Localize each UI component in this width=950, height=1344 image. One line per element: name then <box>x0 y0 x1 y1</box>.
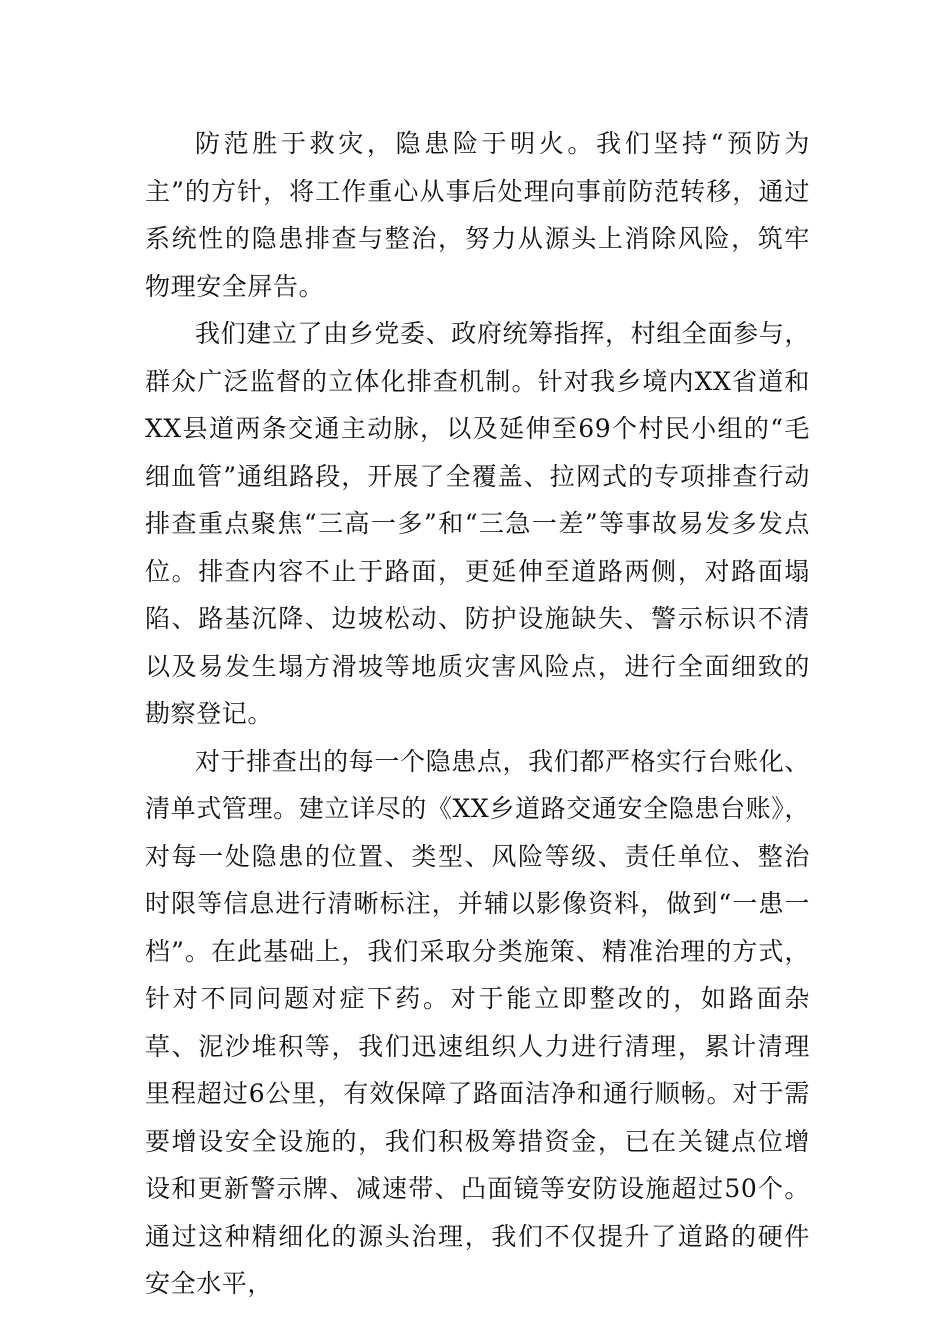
paragraph-prevention-principle: 防范胜于救灾，隐患险于明火。我们坚持“预防为主”的方针，将工作重心从事后处理向事前防范转移，通过系统性的隐患排查与整治，努力从源头上消除风险，筑牢物理安全屏告。 <box>145 129 810 301</box>
paragraph-inspection-mechanism: 我们建立了由乡党委、政府统筹指挥，村组全面参与，群众广泛监督的立体化排查机制。针对我乡境内XX省道和XX县道两条交通主动脉，以及延伸至69个村民小组的“毛细血管”通组路段，开展了全覆盖、拉网式的专项排查行动排查重点聚焦“三高一多”和“三急一差”等事故易发多发点位。排查内容不止于路面，更延伸至道路两侧，对路面塌陷、路基沉降、边坡松动、防护设施缺失、警示标识不清以及易发生塌方滑坡等地质灾害风险点，进行全面细致的勘察登记。 <box>145 319 810 728</box>
paragraph-hazard-ledger: 对于排查出的每一个隐患点，我们都严格实行台账化、清单式管理。建立详尽的《XX乡道路交通安全隐患台账》，对每一处隐患的位置、类型、风险等级、责任单位、整治时限等信息进行清晰标注，并辅以影像资料，做到“一患一档”。在此基础上，我们采取分类施策、精准治理的方式，针对不同问题对症下药。对于能立即整改的，如路面杂草、泥沙堆积等，我们迅速组织人力进行清理，累计清理里程超过6公里，有效保障了路面洁净和通行顺畅。对于需要增设安全设施的，我们积极筹措资金，已在关键点位增设和更新警示牌、减速带、凸面镜等安防设施超过50个。通过这种精细化的源头治理，我们不仅提升了道路的硬件安全水平， <box>145 746 810 1298</box>
document-body <box>145 120 810 1308</box>
